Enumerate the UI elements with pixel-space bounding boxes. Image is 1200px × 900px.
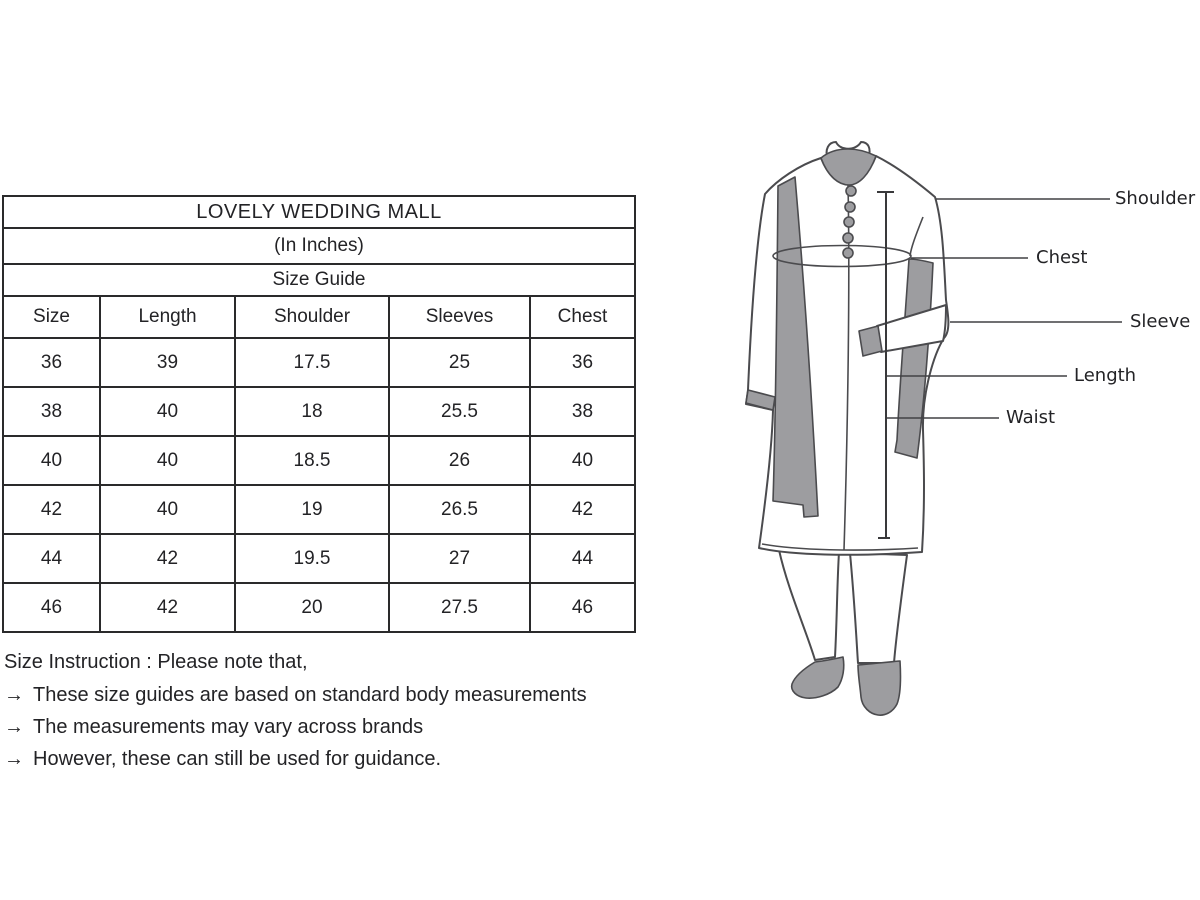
instruction-text: However, these can still be used for guidance. <box>33 748 442 770</box>
left-shoe <box>792 657 844 698</box>
left-leg <box>779 550 839 660</box>
col-header-sleeves: Sleeves <box>389 296 530 338</box>
table-row <box>3 534 635 583</box>
chest-cell: 38 <box>530 387 635 436</box>
store-title: LOVELY WEDDING MALL <box>3 196 635 228</box>
column-header-row <box>3 296 635 338</box>
table-row <box>3 485 635 534</box>
length-cell: 40 <box>100 387 235 436</box>
size-cell: 46 <box>3 583 100 632</box>
shoulder-cell: 20 <box>235 583 389 632</box>
chest-cell: 40 <box>530 436 635 485</box>
table-row <box>3 387 635 436</box>
button <box>843 248 853 258</box>
shoulder-cell: 19 <box>235 485 389 534</box>
size-instructions <box>4 651 684 780</box>
chest-cell: 44 <box>530 534 635 583</box>
chest-cell: 36 <box>530 338 635 387</box>
arrow-icon: → <box>4 684 24 706</box>
col-header-chest: Chest <box>530 296 635 338</box>
sleeves-cell: 27.5 <box>389 583 530 632</box>
size-cell: 40 <box>3 436 100 485</box>
button <box>844 217 854 227</box>
length-cell: 40 <box>100 485 235 534</box>
sleeves-cell: 26 <box>389 436 530 485</box>
col-header-length: Length <box>100 296 235 338</box>
length-cell: 40 <box>100 436 235 485</box>
length-cell: 42 <box>100 534 235 583</box>
size-cell: 44 <box>3 534 100 583</box>
instructions-heading: Size Instruction : Please note that, <box>4 651 308 673</box>
shoulder-cell: 17.5 <box>235 338 389 387</box>
sleeve-cuff-right <box>859 326 882 356</box>
size-guide-subtitle: Size Guide <box>3 264 635 296</box>
col-header-shoulder: Shoulder <box>235 296 389 338</box>
instruction-item <box>4 684 684 706</box>
shoulder-cell: 18.5 <box>235 436 389 485</box>
instruction-item <box>4 748 684 770</box>
instruction-text: The measurements may vary across brands <box>33 716 424 738</box>
label-shoulder: Shoulder <box>1115 188 1196 209</box>
shoulder-cell: 19.5 <box>235 534 389 583</box>
sleeves-cell: 25.5 <box>389 387 530 436</box>
button <box>846 186 856 196</box>
label-sleeve: Sleeve <box>1130 311 1191 332</box>
right-shoe <box>858 661 901 715</box>
col-header-size: Size <box>3 296 100 338</box>
sleeves-cell: 27 <box>389 534 530 583</box>
table-row <box>3 583 635 632</box>
chest-cell: 42 <box>530 485 635 534</box>
instruction-item <box>4 716 684 738</box>
sleeves-cell: 25 <box>389 338 530 387</box>
label-waist: Waist <box>1006 407 1056 428</box>
unit-note: (In Inches) <box>3 228 635 264</box>
kurta-diagram <box>700 130 1200 730</box>
button <box>845 202 855 212</box>
unit-note-row <box>3 228 635 264</box>
subtitle-row <box>3 264 635 296</box>
sleeves-cell: 26.5 <box>389 485 530 534</box>
length-cell: 42 <box>100 583 235 632</box>
shoulder-cell: 18 <box>235 387 389 436</box>
arrow-icon: → <box>4 716 24 738</box>
label-length: Length <box>1074 365 1137 386</box>
right-leg <box>850 553 907 663</box>
table-title-row <box>3 196 635 228</box>
arrow-icon: → <box>4 748 24 770</box>
button <box>843 233 853 243</box>
label-chest: Chest <box>1036 247 1088 268</box>
length-cell: 39 <box>100 338 235 387</box>
size-chart-table <box>2 195 636 633</box>
size-cell: 36 <box>3 338 100 387</box>
table-row <box>3 338 635 387</box>
table-row <box>3 436 635 485</box>
chest-cell: 46 <box>530 583 635 632</box>
instruction-text: These size guides are based on standard body measurements <box>33 684 587 706</box>
size-cell: 38 <box>3 387 100 436</box>
size-cell: 42 <box>3 485 100 534</box>
